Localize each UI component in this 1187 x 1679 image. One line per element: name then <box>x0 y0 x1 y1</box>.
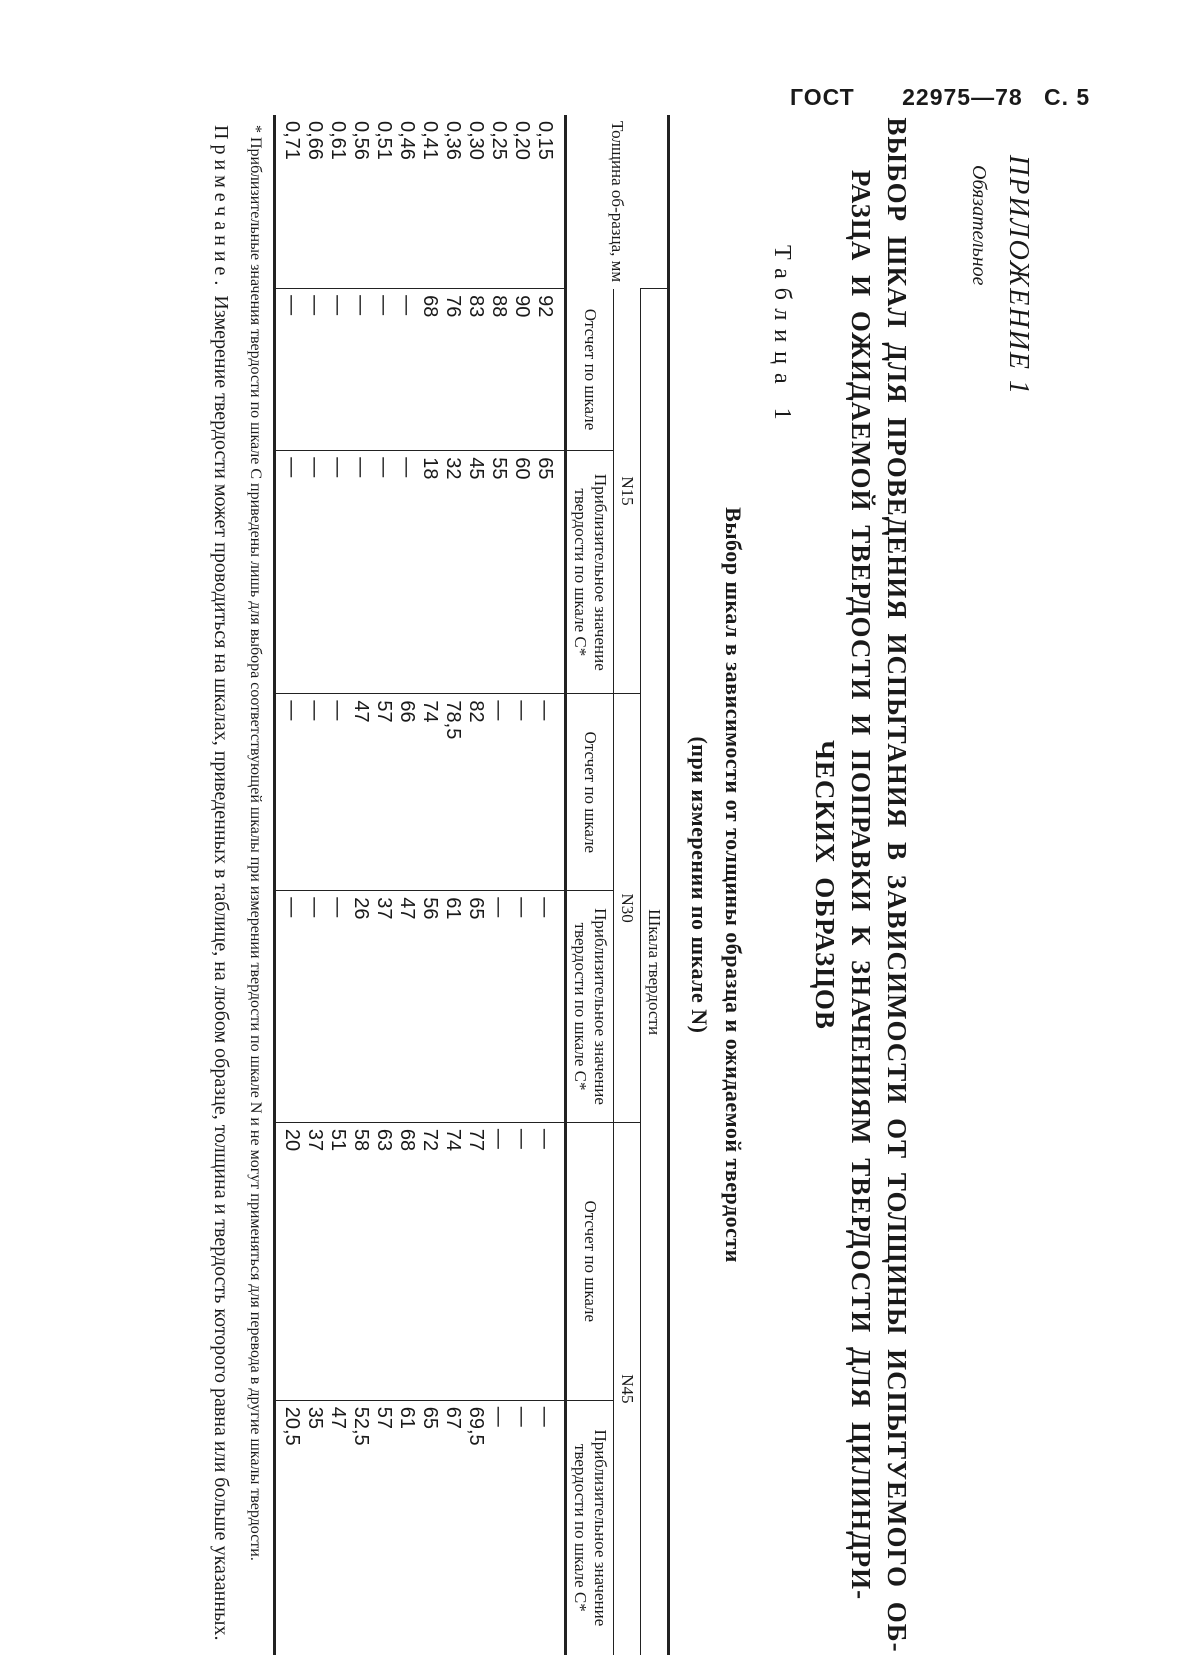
table-cell: 0,15 <box>534 121 556 160</box>
table-cell: — <box>281 457 303 478</box>
table-cell: 72 <box>419 1128 441 1152</box>
header-n15-reading: Отсчет по шкале <box>566 289 614 451</box>
table-cell: — <box>396 295 418 316</box>
table-title-line-1: Выбор шкал в зависимости от толщины образца и ожидаемой твердости <box>721 507 746 1263</box>
table-data-row <box>275 115 566 1655</box>
header-n45-approx: Приблизительное значение твердости по шкале С* <box>566 1400 614 1655</box>
header-n15-approx: Приблизительное значение твердости по шкале С* <box>566 451 614 694</box>
n30-reading-column <box>275 694 566 891</box>
table-cell: 57 <box>373 1406 395 1429</box>
table-cell: — <box>327 700 349 721</box>
appendix-title: ПРИЛОЖЕНИЕ 1 <box>1003 155 1034 396</box>
table-cell: 37 <box>304 1128 326 1152</box>
table-cell: 74 <box>442 1128 464 1152</box>
table-cell: — <box>304 457 326 478</box>
header-n30-approx: Приблизительное значение твердости по шкале С* <box>566 891 614 1123</box>
table-cell: — <box>511 897 533 918</box>
table-cell: — <box>511 1406 533 1427</box>
table-cell: 82 <box>465 700 487 723</box>
header-thickness: Толщина об-разца, мм <box>566 115 669 289</box>
main-title-line-2: РАЗЦА И ОЖИДАЕМОЙ ТВЕРДОСТИ И ПОПРАВКИ К ЗНАЧЕНИЯМ ТВЕРДОСТИ ДЛЯ ЦИЛИНДРИ- <box>846 169 876 1601</box>
page-number: С. 5 <box>1044 84 1091 110</box>
table-cell: 0,56 <box>350 121 372 160</box>
table-cell: — <box>373 457 395 478</box>
table-cell: 65 <box>465 897 487 920</box>
table-cell: 65 <box>419 1406 441 1429</box>
table-cell: 45 <box>465 457 487 480</box>
note-text: Измерение твердости может проводиться на шкалах, приведенных в таблице, на любом образце, толщина и твердость которого равна или больше указанных. <box>210 295 232 1641</box>
table-cell: 0,61 <box>327 121 349 160</box>
main-title-line-1: ВЫБОР ШКАЛ ДЛЯ ПРОВЕДЕНИЯ ИСПЫТАНИЯ В ЗАВИСИМОСТИ ОТ ТОЛЩИНЫ ИСПЫТУЕМОГО ОБ- <box>882 117 912 1653</box>
table-cell: 18 <box>419 457 441 480</box>
table-cell: 0,66 <box>304 121 326 160</box>
table-cell: — <box>304 897 326 918</box>
table-cell: — <box>327 897 349 918</box>
table-cell: — <box>304 700 326 721</box>
table-cell: 76 <box>442 295 464 318</box>
table-cell: 63 <box>373 1128 395 1152</box>
table-title-line-2: (при измерении по шкале N) <box>687 736 712 1034</box>
table-cell: 61 <box>442 897 464 920</box>
table-cell: 32 <box>442 457 464 480</box>
table-cell: 78,5 <box>442 700 464 740</box>
header-n15: N15 <box>614 289 641 694</box>
table-cell: 66 <box>396 700 418 723</box>
thickness-column <box>275 115 566 289</box>
table-cell: — <box>350 457 372 478</box>
table-cell: 77 <box>465 1128 487 1152</box>
table-cell: 90 <box>511 295 533 318</box>
table-cell: — <box>534 1406 556 1427</box>
n15-reading-column <box>275 289 566 451</box>
table-cell: 0,30 <box>465 121 487 160</box>
table-cell: — <box>373 295 395 316</box>
table-cell: 56 <box>419 897 441 920</box>
appendix-status: Обязательное <box>968 165 990 286</box>
table-cell: 47 <box>396 897 418 920</box>
header-n30: N30 <box>614 694 641 1122</box>
table-cell: 60 <box>511 457 533 480</box>
table-cell: 35 <box>304 1406 326 1429</box>
table-cell: 26 <box>350 897 372 920</box>
table-cell: 0,41 <box>419 121 441 160</box>
main-title-line-3: ЧЕСКИХ ОБРАЗЦОВ <box>810 740 840 1030</box>
table-cell: 67 <box>442 1406 464 1429</box>
table-cell: 55 <box>488 457 510 480</box>
standard-label: ГОСТ <box>790 84 855 110</box>
standard-number: 22975—78 <box>902 84 1023 110</box>
table-cell: 0,51 <box>373 121 395 160</box>
table-cell: 47 <box>327 1406 349 1429</box>
table-cell: 0,46 <box>396 121 418 160</box>
table-cell: 20 <box>281 1128 303 1152</box>
n15-approx-column <box>275 451 566 694</box>
table-cell: 0,36 <box>442 121 464 160</box>
table-cell: — <box>534 700 556 721</box>
table-cell: 52,5 <box>350 1406 372 1446</box>
table-cell: — <box>281 700 303 721</box>
table-title <box>682 115 750 1655</box>
table-cell: 0,20 <box>511 121 533 160</box>
page-header <box>790 84 1090 111</box>
table-cell: — <box>488 1406 510 1427</box>
table-label: Таблица 1 <box>769 245 795 429</box>
n45-approx-column <box>275 1400 566 1655</box>
table-cell: 61 <box>396 1406 418 1429</box>
table-cell: — <box>327 295 349 316</box>
table-cell: — <box>511 1128 533 1149</box>
n45-reading-column <box>275 1122 566 1400</box>
table-cell: 92 <box>534 295 556 318</box>
table-cell: — <box>488 897 510 918</box>
header-n45: N45 <box>614 1122 641 1655</box>
table-cell: 47 <box>350 700 372 723</box>
table-cell: 0,25 <box>488 121 510 160</box>
table-cell: 69,5 <box>465 1406 487 1446</box>
table-cell: — <box>327 457 349 478</box>
footnote: * Приблизительные значения твердости по шкале С приведены лишь для выбора соответствующей шкалы при измерении твердости по шкале N и не могут применяться для перевода в другие шкалы твердости. <box>247 125 264 1561</box>
table-cell: — <box>281 295 303 316</box>
table-cell: — <box>350 295 372 316</box>
table-cell: 57 <box>373 700 395 723</box>
table-cell: 20,5 <box>281 1406 303 1446</box>
table-cell: 37 <box>373 897 395 920</box>
table-cell: — <box>534 897 556 918</box>
hardness-scale-table <box>273 115 670 1655</box>
table-cell: — <box>281 897 303 918</box>
header-n30-reading: Отсчет по шкале <box>566 694 614 891</box>
table-cell: 51 <box>327 1128 349 1152</box>
table-cell: 0,71 <box>281 121 303 160</box>
note-lead: Примечание. <box>210 125 232 291</box>
table-cell: 88 <box>488 295 510 318</box>
header-n45-reading: Отсчет по шкале <box>566 1122 614 1400</box>
table-cell: 83 <box>465 295 487 318</box>
table-cell: 74 <box>419 700 441 723</box>
rotated-page-content <box>210 115 1050 1655</box>
table-cell: — <box>304 295 326 316</box>
table-cell: — <box>488 700 510 721</box>
note-block <box>207 125 235 1645</box>
table-cell: 65 <box>534 457 556 480</box>
table-cell: — <box>511 700 533 721</box>
n30-approx-column <box>275 891 566 1123</box>
main-title <box>807 115 915 1655</box>
header-scale-group: Шкала твердости <box>641 289 669 1655</box>
table-cell: 68 <box>419 295 441 318</box>
table-cell: 58 <box>350 1128 372 1152</box>
table-cell: — <box>396 457 418 478</box>
table-cell: — <box>534 1128 556 1149</box>
table-cell: 68 <box>396 1128 418 1152</box>
table-cell: — <box>488 1128 510 1149</box>
